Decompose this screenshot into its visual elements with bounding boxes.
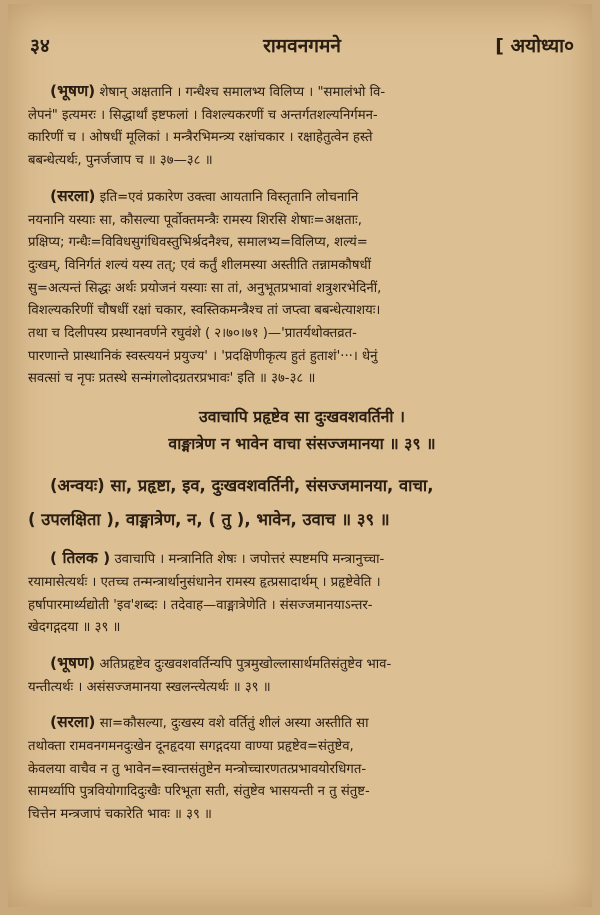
sarala-commentary-2	[28, 711, 576, 827]
verse-line: वाङ्मात्रेण न भावेन वाचा संसज्जमानया ॥ ३९ ॥	[168, 434, 436, 454]
verse-line: उवाचापि प्रहृष्टेव सा दुःखवशवर्तिनी ।	[199, 407, 405, 427]
page-header	[30, 32, 574, 56]
commentary-label: (भूषण)	[50, 653, 96, 672]
commentary-line: लेपनं" इत्यमरः । सिद्धार्थां इष्टफलां । विशल्यकरणीं च अन्तर्गतशल्यनिर्गमन-	[28, 107, 378, 123]
commentary-line: (सरला) सा=कौसल्या, दुःखस्य वशे वर्तितुं शीलं अस्या अस्तीति सा	[50, 713, 369, 732]
page-body	[28, 80, 576, 839]
commentary-line: बबन्धेत्यर्थः, पुनर्जजाप च ॥ ३७—३८ ॥	[28, 153, 213, 169]
commentary-line: नयनानि यस्याः सा, कौसल्या पूर्वोक्तमन्त्रैः रामस्य शिरसि शेषाः=अक्षताः,	[28, 212, 362, 228]
commentary-label: ( तिलक )	[50, 549, 111, 568]
tilaka-commentary	[28, 547, 576, 640]
commentary-label: (सरला)	[50, 713, 96, 732]
commentary-label: (भूषण)	[50, 82, 96, 100]
commentary-label: (सरला)	[50, 186, 96, 205]
anvaya-prose-order	[28, 469, 576, 537]
commentary-line: तथा च दिलीपस्य प्रस्थानवर्णने रघुवंशे ( २।७०।७१ )—'प्रातर्यथोक्तव्रत-	[28, 326, 357, 342]
commentary-line: पारणान्ते प्रास्थानिकं स्वस्त्ययनं प्रयुज्य' । 'प्रदक्षिणीकृत्य हुतं हुताशं'···। धेनुं	[28, 348, 378, 364]
commentary-line: हर्षापारमार्थ्यद्योती 'इव'शब्दः । तदेवाह—वाङ्मात्रेणेति । संसज्जमानयाऽन्तर-	[28, 597, 373, 613]
commentary-line: प्रक्षिप्य; गन्धैः=विविधसुगंधिवस्तुभिर्श्रदनैश्च, समालभ्य=विलिप्य, शल्यं=	[28, 235, 368, 251]
commentary-line: कारिणीं च । ओषधीं मूलिकां । मन्त्रैरभिमन्त्र्य रक्षांचकार । रक्षाहेतुत्वेन हस्ते	[28, 130, 373, 146]
commentary-line: सवत्सां च नृपः प्रतस्थे सन्मंगलोदग्रतरप्रभावः' इति ॥ ३७-३८ ॥	[28, 371, 316, 387]
bhushana-commentary-2	[28, 652, 576, 699]
commentary-line: (भूषण) शेषान् अक्षतानि । गन्धैश्च समालभ्य विलिप्य । "समालंभो वि-	[50, 82, 386, 100]
bhushana-commentary-1	[28, 80, 576, 173]
anvaya-line: ( उपलक्षिता ), वाङ्मात्रेण, न, ( तु ), भावेन, उवाच ॥ ३९ ॥	[28, 510, 390, 530]
page-number: ३४	[30, 35, 50, 57]
book-page	[8, 4, 592, 907]
commentary-line: रयामासेत्यर्थः । एतच्च तन्मन्त्रार्थानुसंधानेन रामस्य हृत्प्रसादार्थम् । प्रहृष्टेवेति ।	[28, 574, 381, 590]
commentary-line: दुःखम्, विनिर्गतं शल्यं यस्य तत्; एवं कर्तुं शीलमस्या अस्तीति तन्नामकौषधीं	[28, 257, 371, 273]
commentary-line: ( तिलक ) उवाचापि । मन्त्रानिति शेषः । जपोत्तरं स्पष्टमपि मन्त्रानुच्चा-	[50, 549, 385, 568]
commentary-line: यन्तीत्यर्थः । असंसज्जमानया स्खलन्त्येत्यर्थः ॥ ३९ ॥	[28, 679, 271, 695]
commentary-line: विशल्यकरिणीं चौषधीं रक्षां चकार, स्वस्तिकमन्त्रैश्च तां जप्त्वा बबन्धेत्याशयः।	[28, 303, 381, 319]
anvaya-label: (अन्वयः)	[50, 476, 105, 496]
book-section-label: [ अयोध्या०	[495, 35, 574, 57]
commentary-line: सु=अत्यन्तं सिद्धः अर्थः प्रयोजनं यस्याः सा तां, अनुभूतप्रभावां शत्रुशरभेदिनीं,	[28, 280, 382, 296]
commentary-line: (भूषण) अतिप्रहृष्टेव दुःखवशवर्तिन्यपि पुत्रमुखोल्लासार्थमतिसंतुष्टेव भाव-	[50, 653, 392, 672]
commentary-line: चित्तेन मन्त्रजापं चकारेति भावः ॥ ३९ ॥	[28, 807, 212, 823]
commentary-line: खेदगद्गदया ॥ ३९ ॥	[28, 620, 121, 636]
commentary-line: केवलया वाचैव न तु भावेन=स्वान्तसंतुष्टेन मन्त्रोच्चारणतत्प्रभावयोरधिगत-	[28, 761, 367, 777]
page-title: रामवनगमने	[263, 35, 341, 57]
commentary-line: (सरला) इति=एवं प्रकारेण उक्त्वा आयतानि विस्तृतानि लोचनानि	[50, 186, 359, 205]
anvaya-line: (अन्वयः) सा, प्रहृष्टा, इव, दुःखवशवर्तिनी, संसज्जमानया, वाचा,	[50, 476, 434, 496]
commentary-line: तथोक्ता रामवनगमनदुःखेन दूनहृदया सगद्गदया वाण्या प्रहृष्टेव=संतुष्टेव,	[28, 739, 354, 755]
sarala-commentary-1	[28, 185, 576, 391]
sanskrit-verse	[28, 403, 576, 457]
commentary-line: सामर्थ्यापि पुत्रवियोगादिदुःखैः परिभूता सती, संतुष्टेव भासयन्ती न तु संतुष्ट-	[28, 784, 370, 800]
